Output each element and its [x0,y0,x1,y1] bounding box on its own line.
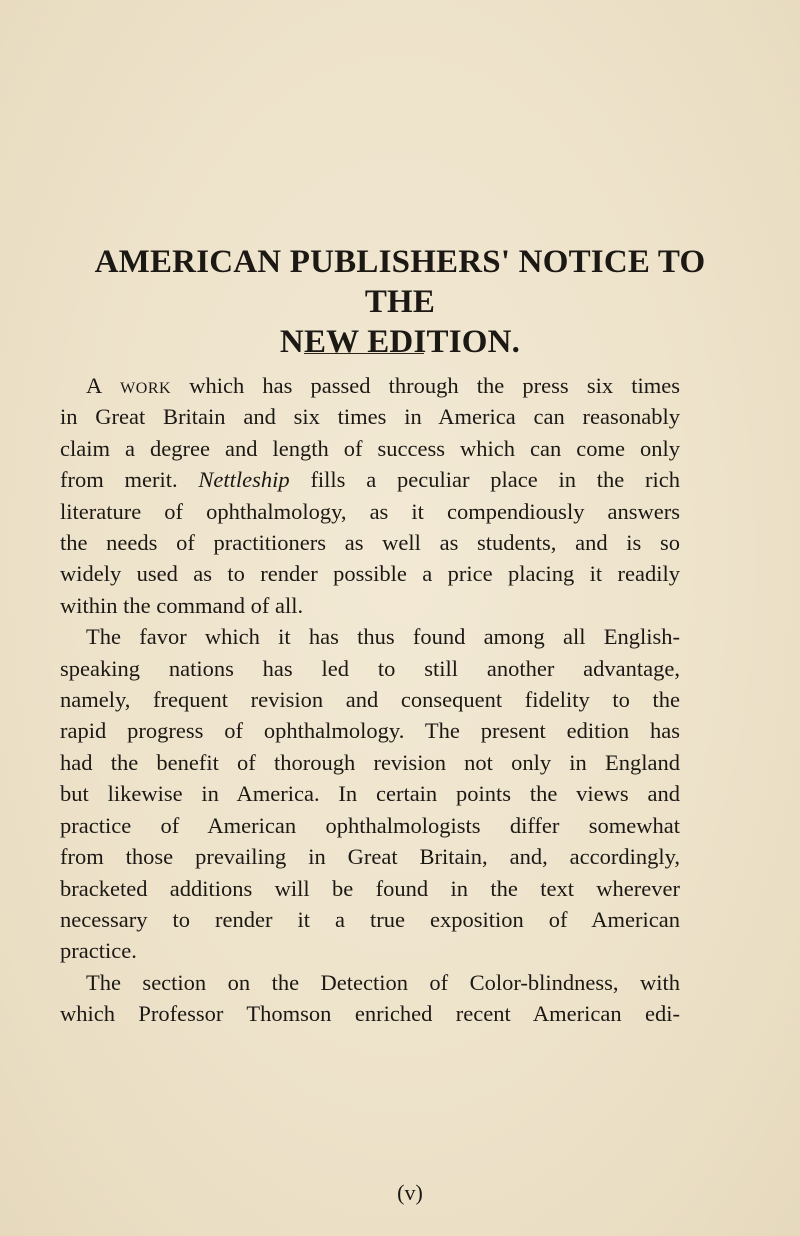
text-line: rapid progress of ophthalmology. The present edition has [60,718,680,744]
text-line: the needs of practitioners as well as students, and is so [60,530,680,556]
book-title-italic: Nettleship [198,467,290,493]
text-line: claim a degree and length of success which can come only [60,435,680,461]
heading-line-1: AMERICAN PUBLISHERS' NOTICE TO THE [94,244,706,320]
text-line: which Professor Thomson enriched recent American edi- [60,1001,680,1027]
text-line: practice of American ophthalmologists differ somewhat [60,812,680,838]
text-line: in Great Britain and six times in America can reasonably [60,404,680,430]
text-line: widely used as to render possible a price placing it readily [60,561,680,587]
text-line: The section on the Detection of Color-blindness, with [86,969,680,995]
heading-divider [304,353,424,354]
text-line: had the benefit of thorough revision not only in England [60,749,680,775]
text-line: from those prevailing in Great Britain, and, accordingly, [60,844,680,870]
notice-body [60,370,680,1030]
text-line: The favor which it has thus found among all English- [86,624,680,650]
page-heading [56,242,744,362]
text-line: practice. [60,938,137,964]
text-line: within the command of all. [60,592,304,618]
text-line: literature of ophthalmology, as it compendiously answers [60,498,680,524]
text-line: but likewise in America. In certain points the views and [60,781,680,807]
text-line: bracketed additions will be found in the text wherever [60,875,680,901]
text-line: from merit. Nettleship fills a peculiar place in the rich [60,467,680,493]
text-line: namely, frequent revision and consequent fidelity to the [60,687,680,713]
page-number: (v) [397,1180,423,1205]
text-line: speaking nations has led to still another advantage, [60,655,680,681]
heading-line-2: NEW EDITION. [279,324,521,360]
opening-small-caps: A work [86,373,172,398]
text-line: A work which has passed through the press six times [86,373,680,398]
text-line: necessary to render it a true exposition of American [60,906,680,932]
